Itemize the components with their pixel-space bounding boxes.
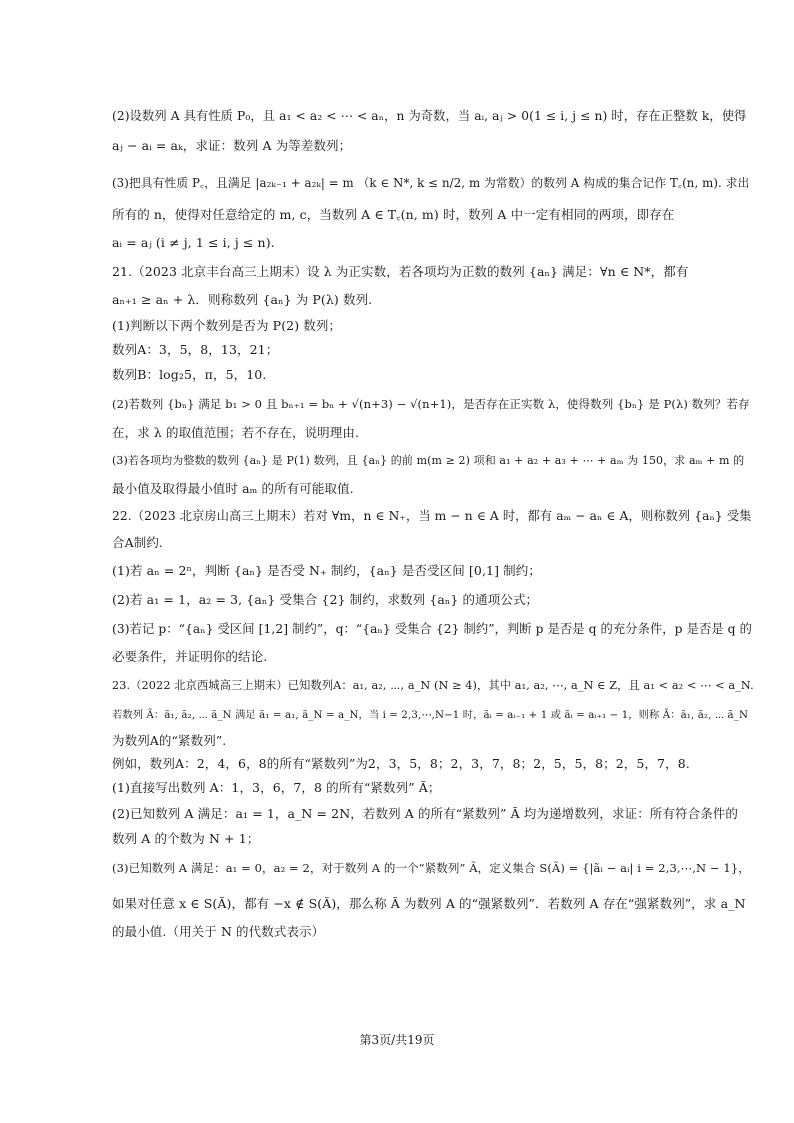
text-line: (2)若 a₁ = 1，a₂ = 3, {aₙ} 受集合 {2} 制约，求数列 {aₙ} 的通项公式； — [112, 592, 539, 607]
text-line: 数列 A 的个数为 N + 1； — [112, 831, 260, 846]
text-line: aⱼ − aᵢ = aₖ，求证：数列 A 为等差数列； — [112, 138, 352, 153]
text-line: (1)判断以下两个数列是否为 P(2) 数列； — [112, 318, 342, 333]
question-22-heading: 22.（2023 北京房山高三上期末）若对 ∀m，n ∈ N₊，当 m − n ∈ A 时，都有 aₘ − aₙ ∈ A，则称数列 {aₙ} 受集 — [112, 509, 752, 523]
text-line: 例如，数列A：2，4，6，8的所有“紧数列”为2，3，5，8；2，3，7，8；2，5，5，8；2，5，7，8. — [112, 756, 690, 771]
text-line: aₙ₊₁ ≥ aₙ + λ．则称数列 {aₙ} 为 P(λ) 数列. — [112, 292, 373, 307]
text-line: 必要条件，并证明你的结论. — [112, 649, 268, 664]
question-21-heading: 21.（2023 北京丰台高三上期末）设 λ 为正实数，若各项均为正数的数列 {aₙ} 满足：∀n ∈ N*，都有 — [112, 264, 689, 279]
text-line: 数列A：3，5，8，13，21； — [112, 342, 279, 357]
text-line: aᵢ = aⱼ (i ≠ j, 1 ≤ i, j ≤ n). — [112, 235, 275, 250]
text-line: (3)把具有性质 P꜀，且满足 |a₂ₖ₋₁ + a₂ₖ| = m （k ∈ N*, k ≤ n/2, m 为常数）的数列 A 构成的集合记作 T꜀(n, m). 求出 — [112, 176, 750, 190]
text-line: 数列B：log₂5，π，5，10. — [112, 367, 267, 382]
text-line: (3)已知数列 A 满足：a₁ = 0，a₂ = 2，对于数列 A 的一个“紧数列” Ã，定义集合 S(Ã) = {|ãᵢ − aᵢ| i = 2,3,⋯,N − 1}， — [112, 861, 750, 875]
text-line: (1)若 aₙ = 2ⁿ，判断 {aₙ} 是否受 N₊ 制约，{aₙ} 是否受区间 [0,1] 制约； — [112, 563, 541, 578]
text-line: (1)直接写出数列 A：1，3，6，7，8 的所有“紧数列” Ã； — [112, 780, 441, 795]
text-line: 合A制约. — [112, 535, 164, 550]
text-line: 如果对任意 x ∈ S(Ã)，都有 −x ∉ S(Ã)，那么称 Ã 为数列 A 的“强紧数列”．若数列 A 存在“强紧数列”，求 a_N — [112, 896, 746, 911]
text-line: 在，求 λ 的取值范围；若不存在，说明理由. — [112, 425, 360, 440]
text-line: (2)设数列 A 具有性质 P₀，且 a₁ < a₂ < ⋯ < aₙ，n 为奇数，当 aᵢ, aⱼ > 0(1 ≤ i, j ≤ n) 时，存在正整数 k，使得 — [112, 109, 747, 123]
text-line: 最小值及取得最小值时 aₘ 的所有可能取值. — [112, 481, 354, 496]
text-line: (2)若数列 {bₙ} 满足 b₁ > 0 且 bₙ₊₁ = bₙ + √(n+3) − √(n+1)，是否存在正实数 λ，使得数列 {bₙ} 是 P(λ) 数列？若存 — [112, 397, 750, 411]
text-line: 所有的 n，使得对任意给定的 m, c，当数列 A ∈ T꜀(n, m) 时，数列 A 中一定有相同的两项，即存在 — [112, 207, 675, 222]
text-line: 若数列 Ã：ã₁, ã₂, ⋯ ã_N 满足 ã₁ = a₁, ã_N = a_N，当 i = 2,3,⋯,N−1 时，ãᵢ = aᵢ₋₁ + 1 或 ãᵢ = aᵢ₊₁ − 1，则称 Ã：ã₁, ã₂, ⋯ ã_N — [112, 709, 749, 721]
text-line: 为数列A的“紧数列”. — [112, 733, 227, 748]
page-footer: 第3页/共19页 — [359, 1033, 435, 1047]
text-line: (2)已知数列 A 满足：a₁ = 1，a_N = 2N，若数列 A 的所有“紧数列” Ã 均为递增数列，求证：所有符合条件的 — [112, 806, 738, 821]
text-line: (3)若各项均为整数的数列 {aₙ} 是 P(1) 数列，且 {aₙ} 的前 m(m ≥ 2) 项和 a₁ + a₂ + a₃ + ⋯ + aₘ 为 150，求 aₘ + m 的 — [112, 454, 745, 467]
text-line: (3)若记 p：“{aₙ} 受区间 [1,2] 制约”，q：“{aₙ} 受集合 {2} 制约”，判断 p 是否是 q 的充分条件，p 是否是 q 的 — [112, 622, 752, 636]
text-line: 的最小值.（用关于 N 的代数式表示） — [112, 924, 325, 939]
question-23-heading: 23.（2022 北京西城高三上期末）已知数列A：a₁, a₂, ⋯, a_N (N ≥ 4)，其中 a₁, a₂, ⋯, a_N ∈ Z，且 a₁ < a₂ < ⋯ < a_N. — [112, 679, 754, 692]
